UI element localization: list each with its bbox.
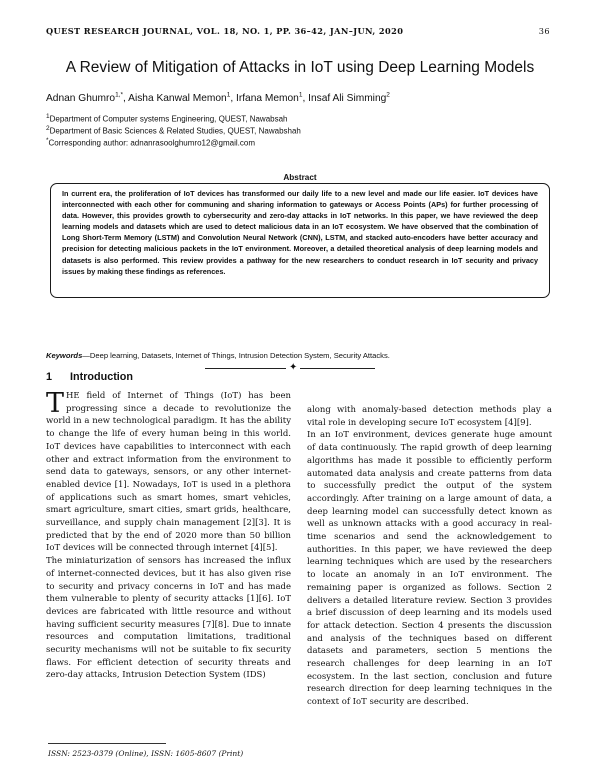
paragraph: THE field of Internet of Things (IoT) has been progressing since a decade to revolutionize the world in a new technological paradigm. It has the ability to change the life of every human being in this world. IoT devices have capabilities to interconnect with each other and extract information from the environment to send data to gateways, sensors, or any other internet-enabled device [1]. Nowadays, IoT is used in a plethora of applications such as smart homes, smart vehicles, smart agriculture, smart cities, smart grids, healthcare, surveillance, and supply chain management [2][3]. It is predicted that by the end of 2020 more than 50 billion IoT devices will be connected through internet [4][5].: [46, 388, 291, 554]
body-column-left: [46, 390, 291, 682]
abstract-heading: Abstract: [283, 173, 317, 182]
running-header: [46, 26, 550, 38]
body-column-right: [307, 404, 552, 709]
affiliation-1: $^1$Department of Computer systems Engineering, QUEST, Nawabsah: [46, 113, 288, 124]
corresponding-author: *Corresponding author: adnanrasoolghumro12@gmail.com: [46, 137, 255, 148]
paragraph: In an IoT environment, devices generate huge amount of data continuously. The rapid growth of deep learning algorithms has made it possible to efficiently perform automated data analysis and create patterns from data to successfully predict the output of the system accordingly. After training on a large amount of data, a deep learning model can successfully detect known as well as unknown attacks with a good accuracy in real-time scenarios and send the acknowledgement to authorities. In this paper, we have reviewed the deep learning techniques which are used by the researchers to locate an anomaly in an IoT environment. The remaining paper is organized as follows. Section 2 delivers a detailed literature review. Section 3 provides a brief discussion of deep learning and its models used for attack detection. Section 4 presents the discussion and analysis of the techniques based on different datasets and parameters, section 5 mentions the research challenges for deep learning in an IoT ecosystem. In the last section, conclusion and future research direction for deep learning techniques in the context of IoT security are described.: [307, 430, 552, 708]
page-number: 36: [538, 26, 550, 36]
section-number: 1: [46, 371, 53, 383]
issn-footer: ISSN: 2523-0379 (Online), ISSN: 1605-8607 (Print): [48, 749, 244, 758]
author-2: Aisha Kanwal Memon$^1$,: [128, 92, 236, 105]
divider-ornament-icon: ✦: [286, 362, 300, 374]
affiliation-2: $^2$Department of Basic Sciences & Related Studies, QUEST, Nawabshah: [46, 125, 301, 136]
section-title: Introduction: [70, 371, 133, 383]
drop-cap: T: [46, 388, 65, 419]
author-3: Irfana Memon$^1$,: [235, 92, 309, 105]
footer-rule: [48, 743, 166, 744]
keywords-text: —Deep learning, Datasets, Internet of Things, Intrusion Detection System, Security Attacks.: [82, 351, 390, 360]
abstract-text: In current era, the proliferation of IoT devices has transformed our daily life to a new level and made our life easier. IoT devices have interconnected with each other for communing and sharing information to gateways or Access Points (APs) for further processing of data. However, this provides growth to cybersecurity and zero-day attacks in IoT networks. In this paper, we have reviewed the deep learning models and datasets which are used to detect malicious data in an IoT ecosystem. We have observed that the combination of Long Short-Term Memory (LSTM) and Convolution Neural Network (CNN), LSTM, and stacked auto-encoders have better accuracy and precision for detecting malicious packets in the IoT environment. Moreover, a detailed theoretical analysis of deep learning models and datasets is also performed. This review provides a pathway for the new researchers to conduct research in IoT security and privacy issues by making these findings as references.: [62, 189, 538, 276]
keywords-label: Keywords: [46, 351, 83, 360]
paragraph: The miniaturization of sensors has increased the influx of internet-connected devices, but it has also given rise to security and privacy concerns in IoT and has made them vulnerable to plenty of security attacks [1][6]. IoT devices are fabricated with little resource and without having sufficient security measures [7][8]. Due to innate resources and computation limitations, traditional security mechanisms will not be suitable to fix security flaws. For efficient detection of security threats and zero-day attacks, Intrusion Detection System (IDS): [46, 556, 291, 681]
paragraph: along with anomaly-based detection methods play a vital role in developing secure IoT ecosystem [4][9].: [307, 405, 552, 428]
paper-title: A Review of Mitigation of Attacks in IoT using Deep Learning Models: [65, 59, 535, 76]
author-1: Adnan Ghumro$^{1,*}$,: [46, 92, 129, 105]
section-heading: [46, 371, 133, 383]
journal-citation: QUEST RESEARCH JOURNAL, VOL. 18, NO. 1, PP. 36–42, JAN–JUN, 2020: [46, 26, 404, 36]
author-list: [46, 92, 566, 104]
keywords: [46, 351, 566, 360]
author-4: Insaf Ali Simming$^2$: [308, 92, 390, 105]
